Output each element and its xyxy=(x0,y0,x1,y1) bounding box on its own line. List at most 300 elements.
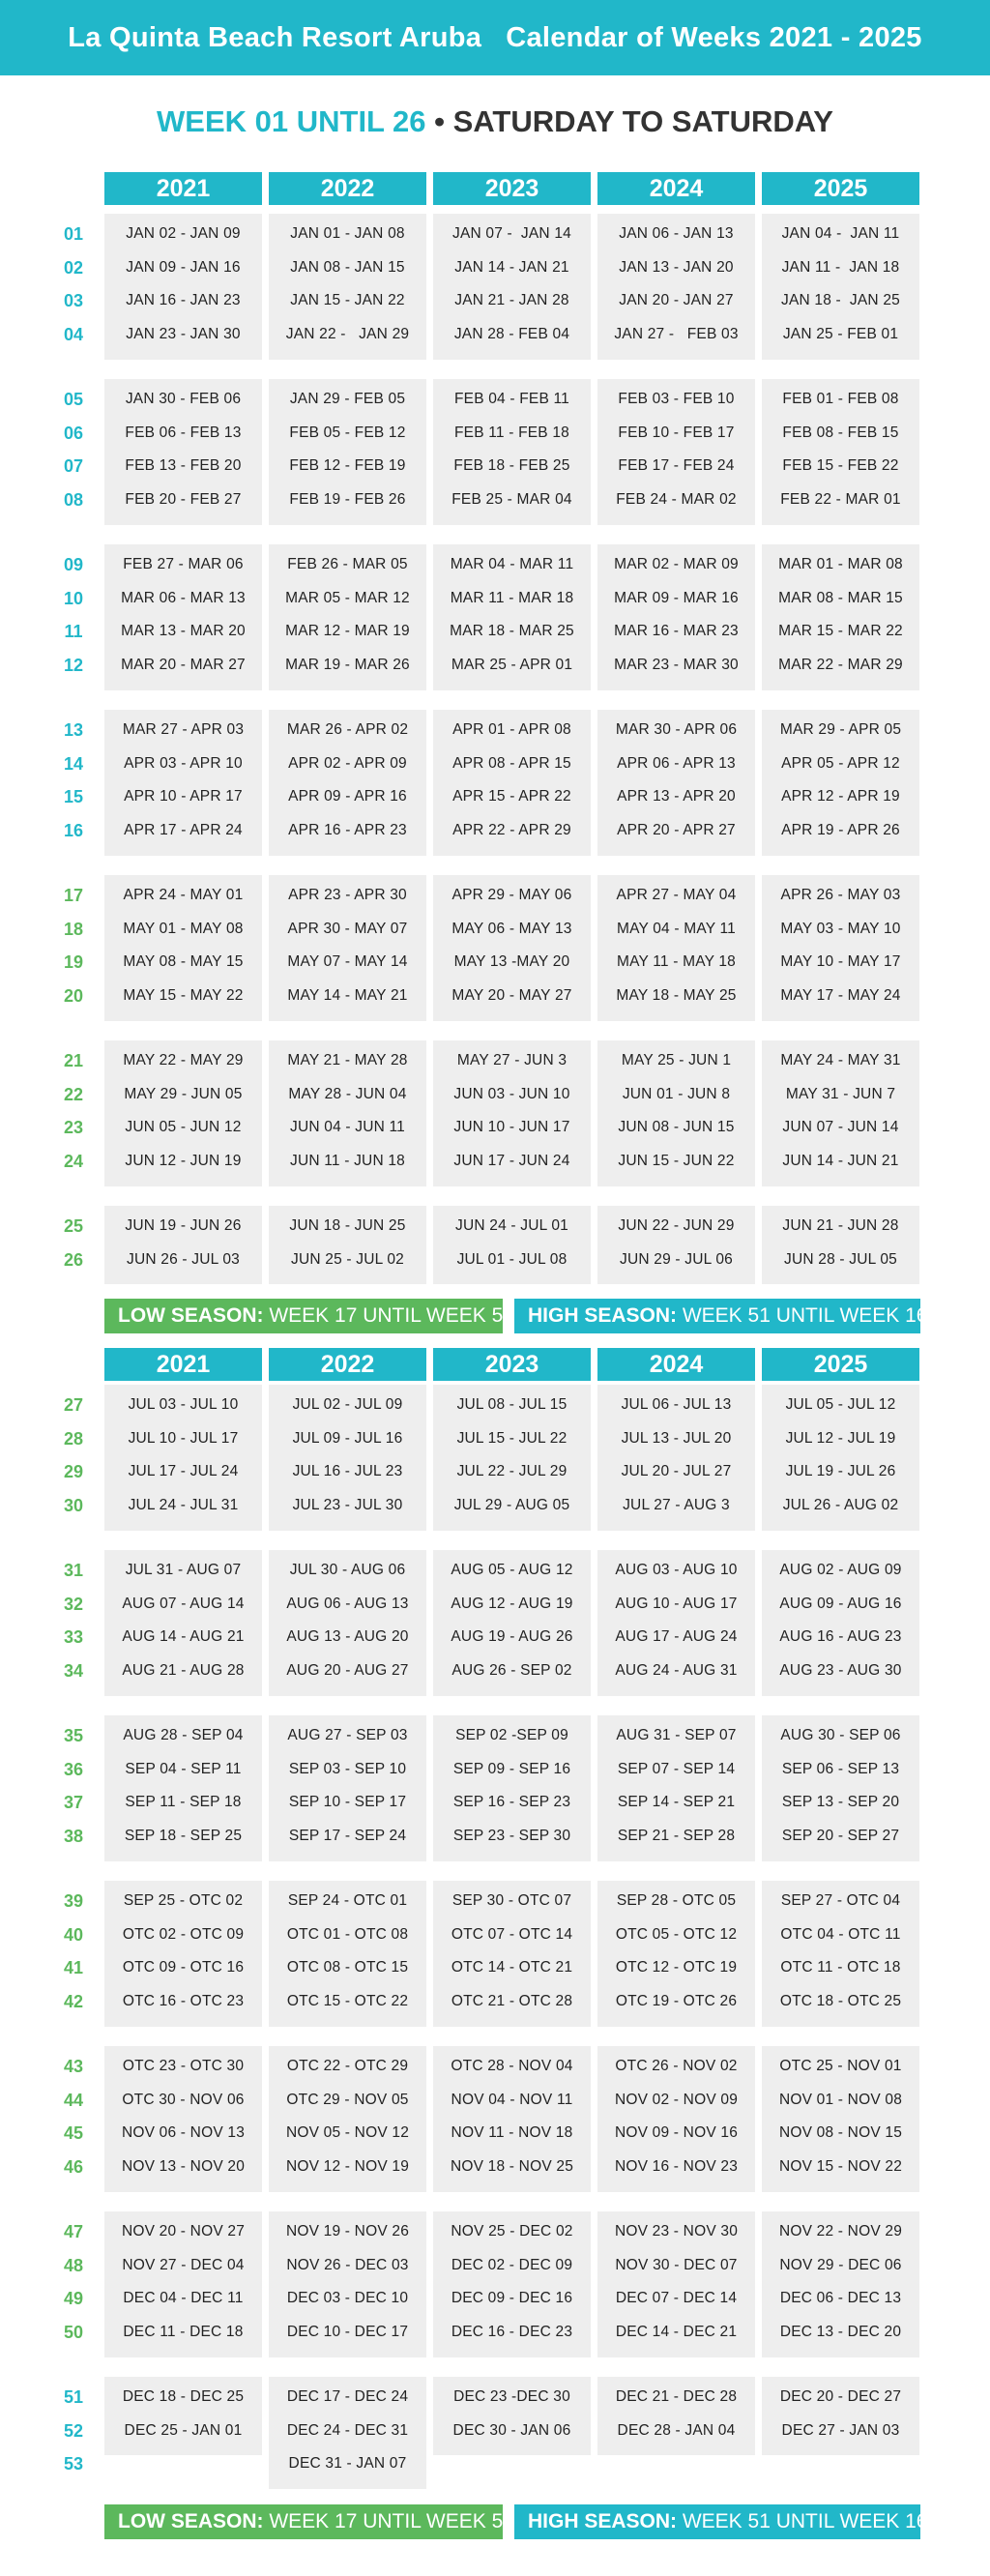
week-date-range: DEC 09 - DEC 16 xyxy=(451,2290,573,2307)
week-number: 09 xyxy=(63,555,84,574)
week-date-range: JUL 22 - JUL 29 xyxy=(456,1463,568,1480)
week-date-range: JAN 25 - FEB 01 xyxy=(782,326,899,343)
year-header-2023: 2023 xyxy=(433,1348,591,1381)
week-date-range: NOV 08 - NOV 15 xyxy=(778,2124,903,2142)
week-date-range: MAR 22 - MAR 29 xyxy=(778,657,903,674)
week-date-range: APR 15 - APR 22 xyxy=(452,788,571,805)
week-date-range: MAY 13 -MAY 20 xyxy=(453,953,570,971)
week-date-range: AUG 28 - SEP 04 xyxy=(123,1727,244,1743)
week-date-range: OTC 22 - OTC 29 xyxy=(286,2058,409,2074)
week-date-range: OTC 07 - OTC 14 xyxy=(451,1925,573,1943)
week-date-range: AUG 03 - AUG 10 xyxy=(615,1562,738,1578)
week-date-range: FEB 20 - FEB 27 xyxy=(125,491,242,509)
week-date-range: JUL 09 - JUL 16 xyxy=(292,1429,403,1447)
week-date-range: MAY 11 - MAY 18 xyxy=(616,953,737,971)
week-number: 12 xyxy=(63,656,84,676)
week-number: 42 xyxy=(63,1992,84,2012)
week-date-range: DEC 06 - DEC 13 xyxy=(779,2290,902,2307)
week-date-range: MAR 30 - APR 06 xyxy=(615,721,738,738)
week-date-range: DEC 11 - DEC 18 xyxy=(123,2324,244,2341)
week-date-range: MAY 21 - MAY 28 xyxy=(287,1052,408,1068)
week-date-range: AUG 05 - AUG 12 xyxy=(451,1562,573,1578)
week-date-range: JAN 15 - JAN 22 xyxy=(290,292,405,309)
week-number: 51 xyxy=(63,2387,84,2407)
week-date-range: DEC 03 - DEC 10 xyxy=(286,2290,409,2307)
week-date-range: APR 12 - APR 19 xyxy=(781,788,900,805)
week-date-range: APR 16 - APR 23 xyxy=(288,822,407,839)
week-date-range: APR 27 - MAY 04 xyxy=(616,887,737,903)
week-date-range: SEP 20 - SEP 27 xyxy=(781,1828,900,1845)
week-date-range: SEP 27 - OTC 04 xyxy=(780,1892,901,1909)
week-number: 21 xyxy=(63,1051,84,1070)
week-date-range: SEP 21 - SEP 28 xyxy=(617,1828,736,1845)
week-date-range: NOV 16 - NOV 23 xyxy=(614,2158,739,2176)
week-date-range: JUL 02 - JUL 09 xyxy=(292,1396,403,1413)
subtitle xyxy=(0,104,990,139)
week-date-range: MAR 12 - MAR 19 xyxy=(285,623,410,640)
week-number: 31 xyxy=(63,1561,84,1580)
week-date-range: JUL 10 - JUL 17 xyxy=(128,1429,239,1447)
week-date-range: JAN 08 - JAN 15 xyxy=(290,258,405,276)
week-number: 47 xyxy=(63,2222,84,2241)
week-date-range: FEB 08 - FEB 15 xyxy=(782,424,899,441)
week-date-range: JAN 20 - JAN 27 xyxy=(619,292,734,309)
week-date-range: NOV 23 - NOV 30 xyxy=(614,2223,739,2239)
week-date-range: FEB 04 - FEB 11 xyxy=(453,391,569,407)
week-date-range: JUN 05 - JUN 12 xyxy=(125,1119,242,1136)
week-date-range: NOV 20 - NOV 27 xyxy=(121,2223,246,2239)
week-date-range: DEC 14 - DEC 21 xyxy=(615,2324,738,2341)
week-date-range: JUL 08 - JUL 15 xyxy=(456,1396,568,1413)
week-date-range: OTC 09 - OTC 16 xyxy=(122,1959,245,1976)
week-number: 07 xyxy=(63,456,84,477)
week-date-range: JUN 29 - JUL 06 xyxy=(620,1250,733,1268)
week-date-range: JAN 18 - JAN 25 xyxy=(781,292,900,309)
week-date-range: APR 10 - APR 17 xyxy=(124,788,243,805)
week-date-range: DEC 28 - JAN 04 xyxy=(617,2421,736,2439)
week-date-range: DEC 24 - DEC 31 xyxy=(286,2421,409,2439)
week-date-range: NOV 12 - NOV 19 xyxy=(285,2158,410,2176)
week-date-range: FEB 15 - FEB 22 xyxy=(782,457,899,475)
week-date-range: OTC 02 - OTC 09 xyxy=(122,1925,245,1943)
week-date-range: APR 22 - APR 29 xyxy=(452,822,571,839)
high-season-label: HIGH SEASON: xyxy=(528,2510,678,2532)
year-header-2022: 2022 xyxy=(269,172,426,205)
subtitle-days: SATURDAY TO SATURDAY xyxy=(452,104,833,138)
week-date-range: APR 17 - APR 24 xyxy=(124,822,243,839)
year-header-2023: 2023 xyxy=(433,172,591,205)
week-date-range: JAN 06 - JAN 13 xyxy=(619,225,734,242)
week-date-range: JUL 01 - JUL 08 xyxy=(456,1250,568,1268)
week-date-range: OTC 29 - NOV 05 xyxy=(286,2091,409,2108)
week-date-range: DEC 04 - DEC 11 xyxy=(123,2290,244,2307)
week-number: 53 xyxy=(63,2454,84,2474)
week-date-range: AUG 12 - AUG 19 xyxy=(451,1595,573,1612)
week-date-range: JUL 29 - AUG 05 xyxy=(453,1497,570,1514)
week-date-range: OTC 11 - OTC 18 xyxy=(780,1959,901,1976)
week-date-range: MAY 06 - MAY 13 xyxy=(451,920,572,937)
week-number: 15 xyxy=(63,787,84,807)
week-date-range: DEC 20 - DEC 27 xyxy=(779,2388,902,2405)
week-date-range: JAN 23 - JAN 30 xyxy=(126,326,241,343)
week-date-range: JUN 25 - JUL 02 xyxy=(291,1250,404,1268)
week-date-range: JUL 06 - JUL 13 xyxy=(621,1396,732,1413)
week-date-range: AUG 16 - AUG 23 xyxy=(779,1628,902,1646)
week-date-range: NOV 18 - NOV 25 xyxy=(450,2158,574,2176)
week-date-range: JUN 28 - JUL 05 xyxy=(784,1250,897,1268)
week-number: 35 xyxy=(63,1726,84,1745)
week-date-range: JUN 19 - JUN 26 xyxy=(125,1217,242,1234)
week-date-range: DEC 21 - DEC 28 xyxy=(615,2388,738,2405)
week-date-range: JAN 28 - FEB 04 xyxy=(453,326,570,343)
week-date-range: MAY 15 - MAY 22 xyxy=(123,987,244,1005)
week-date-range: JUL 23 - JUL 30 xyxy=(292,1497,403,1514)
week-number: 27 xyxy=(63,1395,84,1415)
week-date-range: JUN 10 - JUN 17 xyxy=(453,1119,570,1136)
week-number: 49 xyxy=(63,2289,84,2309)
week-date-range: AUG 23 - AUG 30 xyxy=(779,1662,902,1680)
week-date-range: MAR 11 - MAR 18 xyxy=(450,589,574,606)
week-date-range: JAN 11 - JAN 18 xyxy=(781,258,900,276)
high-season-banner xyxy=(514,2504,928,2539)
week-date-range: JUL 16 - JUL 23 xyxy=(292,1463,403,1480)
week-date-range: APR 03 - APR 10 xyxy=(124,754,243,772)
week-date-range: MAR 18 - MAR 25 xyxy=(450,623,574,640)
year-header-2022: 2022 xyxy=(269,1348,426,1381)
low-season-banner xyxy=(104,1299,514,1333)
week-date-range: OTC 05 - OTC 12 xyxy=(615,1925,738,1943)
week-number: 40 xyxy=(63,1924,84,1945)
week-date-range: NOV 09 - NOV 16 xyxy=(614,2124,739,2142)
week-date-range: OTC 23 - OTC 30 xyxy=(122,2058,245,2074)
week-date-range: JUL 26 - AUG 02 xyxy=(782,1497,899,1514)
week-number: 44 xyxy=(63,2090,84,2110)
week-date-range: FEB 25 - MAR 04 xyxy=(451,491,572,509)
week-date-range: SEP 11 - SEP 18 xyxy=(125,1794,242,1811)
week-date-range: NOV 13 - NOV 20 xyxy=(121,2158,246,2176)
week-number: 04 xyxy=(63,325,84,345)
week-date-range: DEC 02 - DEC 09 xyxy=(451,2256,573,2273)
week-date-range: JUN 24 - JUL 01 xyxy=(455,1217,568,1234)
week-date-range: SEP 23 - SEP 30 xyxy=(452,1828,571,1845)
week-date-range: APR 26 - MAY 03 xyxy=(780,887,901,903)
week-number: 26 xyxy=(63,1249,84,1270)
week-date-range: AUG 19 - AUG 26 xyxy=(451,1628,573,1646)
week-date-range: OTC 14 - OTC 21 xyxy=(451,1959,573,1976)
week-date-range: JAN 02 - JAN 09 xyxy=(126,225,241,242)
week-date-range: OTC 26 - NOV 02 xyxy=(615,2058,738,2074)
week-number: 45 xyxy=(63,2123,84,2144)
week-date-range: APR 30 - MAY 07 xyxy=(287,920,408,937)
week-date-range: MAY 20 - MAY 27 xyxy=(451,987,572,1005)
week-date-range: OTC 08 - OTC 15 xyxy=(286,1959,409,1976)
week-date-range: NOV 04 - NOV 11 xyxy=(451,2091,573,2108)
week-number: 28 xyxy=(63,1428,84,1449)
week-date-range: SEP 10 - SEP 17 xyxy=(288,1794,407,1811)
week-date-range: DEC 30 - JAN 06 xyxy=(452,2421,571,2439)
week-date-range: JUN 11 - JUN 18 xyxy=(290,1153,405,1170)
week-date-range: OTC 30 - NOV 06 xyxy=(122,2091,245,2108)
week-date-range: JUN 18 - JUN 25 xyxy=(289,1217,406,1234)
week-date-range: MAY 25 - JUN 1 xyxy=(621,1052,732,1068)
week-number: 01 xyxy=(63,224,84,244)
week-date-range: JAN 16 - JAN 23 xyxy=(126,292,241,309)
week-date-range: MAR 13 - MAR 20 xyxy=(121,623,246,640)
week-date-range: AUG 06 - AUG 13 xyxy=(286,1595,409,1612)
week-date-range: MAR 19 - MAR 26 xyxy=(285,657,410,674)
high-season-text: WEEK 51 UNTIL WEEK 16 xyxy=(677,2510,928,2532)
year-header-2024: 2024 xyxy=(597,172,755,205)
week-date-range: MAY 29 - JUN 05 xyxy=(124,1085,243,1102)
week-number: 34 xyxy=(63,1661,84,1682)
low-season-text: WEEK 17 UNTIL WEEK 50 xyxy=(263,2510,514,2532)
week-number: 52 xyxy=(63,2420,84,2441)
week-date-range: DEC 25 - JAN 01 xyxy=(124,2421,243,2439)
week-date-range: FEB 01 - FEB 08 xyxy=(782,391,899,407)
year-header-2021: 2021 xyxy=(104,1348,262,1381)
week-date-range: JUL 24 - JUL 31 xyxy=(128,1497,239,1514)
week-date-range: MAR 20 - MAR 27 xyxy=(121,657,246,674)
week-date-range: JUN 22 - JUN 29 xyxy=(618,1217,735,1234)
week-date-range: AUG 13 - AUG 20 xyxy=(286,1628,409,1646)
week-date-range: JAN 21 - JAN 28 xyxy=(454,292,569,309)
week-date-range: DEC 13 - DEC 20 xyxy=(779,2324,902,2341)
week-date-range: DEC 27 - JAN 03 xyxy=(781,2421,900,2439)
week-date-range: APR 13 - APR 20 xyxy=(617,788,736,805)
week-date-range: APR 19 - APR 26 xyxy=(781,822,900,839)
week-date-range: MAY 08 - MAY 15 xyxy=(123,953,244,971)
week-date-range: JUL 19 - JUL 26 xyxy=(785,1463,896,1480)
week-date-range: OTC 21 - OTC 28 xyxy=(451,1993,573,2010)
week-date-range: FEB 22 - MAR 01 xyxy=(780,491,901,509)
week-date-range: SEP 06 - SEP 13 xyxy=(781,1760,900,1777)
week-date-range: APR 09 - APR 16 xyxy=(288,788,407,805)
week-date-range: FEB 12 - FEB 19 xyxy=(289,457,406,475)
week-number: 36 xyxy=(63,1759,84,1779)
week-date-range: AUG 26 - SEP 02 xyxy=(451,1662,572,1680)
week-number: 17 xyxy=(63,886,84,905)
week-date-range: JUL 17 - JUL 24 xyxy=(128,1463,239,1480)
week-number: 33 xyxy=(63,1627,84,1648)
week-date-range: JUL 03 - JUL 10 xyxy=(128,1396,239,1413)
week-date-range: MAY 22 - MAY 29 xyxy=(123,1052,244,1068)
week-date-range: MAY 03 - MAY 10 xyxy=(780,920,901,937)
low-season-text: WEEK 17 UNTIL WEEK 50 xyxy=(263,1304,514,1327)
week-date-range: SEP 25 - OTC 02 xyxy=(123,1892,244,1909)
year-header-2021: 2021 xyxy=(104,172,262,205)
week-number: 38 xyxy=(63,1827,84,1847)
week-date-range: NOV 01 - NOV 08 xyxy=(778,2091,903,2108)
week-date-range: JUN 03 - JUN 10 xyxy=(453,1085,570,1102)
week-date-range: DEC 07 - DEC 14 xyxy=(615,2290,738,2307)
week-date-range: JUN 14 - JUN 21 xyxy=(782,1153,899,1170)
week-date-range: SEP 03 - SEP 10 xyxy=(288,1760,407,1777)
week-date-range: JAN 04 - JAN 11 xyxy=(781,225,900,242)
week-date-range: APR 08 - APR 15 xyxy=(452,754,571,772)
week-date-range: JAN 22 - JAN 29 xyxy=(285,326,410,343)
week-date-range: MAY 28 - JUN 04 xyxy=(288,1085,407,1102)
week-number: 18 xyxy=(63,919,84,939)
week-date-range: SEP 18 - SEP 25 xyxy=(124,1828,243,1845)
week-date-range: JAN 29 - FEB 05 xyxy=(289,391,406,407)
week-date-range: MAY 04 - MAY 11 xyxy=(616,920,737,937)
week-date-range: MAR 09 - MAR 16 xyxy=(614,589,739,606)
week-number: 48 xyxy=(63,2255,84,2275)
week-date-range: DEC 23 -DEC 30 xyxy=(453,2388,570,2405)
week-date-range: FEB 19 - FEB 26 xyxy=(289,491,406,509)
week-date-range: OTC 25 - NOV 01 xyxy=(779,2058,902,2074)
week-date-range: APR 02 - APR 09 xyxy=(288,754,407,772)
week-date-range: NOV 19 - NOV 26 xyxy=(285,2223,410,2239)
low-season-label: LOW SEASON: xyxy=(118,1304,264,1327)
week-date-range: MAR 05 - MAR 12 xyxy=(285,589,410,606)
week-number: 06 xyxy=(63,423,84,443)
week-date-range: OTC 18 - OTC 25 xyxy=(779,1993,902,2010)
week-date-range: JUN 12 - JUN 19 xyxy=(125,1153,242,1170)
week-date-range: JUL 20 - JUL 27 xyxy=(621,1463,732,1480)
year-header-2024: 2024 xyxy=(597,1348,755,1381)
week-date-range: SEP 17 - SEP 24 xyxy=(288,1828,407,1845)
week-date-range: SEP 30 - OTC 07 xyxy=(451,1892,572,1909)
week-date-range: FEB 10 - FEB 17 xyxy=(618,424,735,441)
week-date-range: AUG 02 - AUG 09 xyxy=(779,1562,902,1578)
week-number: 19 xyxy=(63,952,84,973)
week-date-range: DEC 31 - JAN 07 xyxy=(288,2455,407,2473)
week-date-range: OTC 16 - OTC 23 xyxy=(122,1993,245,2010)
week-date-range: FEB 03 - FEB 10 xyxy=(618,391,735,407)
week-date-range: AUG 31 - SEP 07 xyxy=(616,1727,737,1743)
week-date-range: AUG 24 - AUG 31 xyxy=(615,1662,738,1680)
week-number: 02 xyxy=(63,257,84,278)
week-date-range: NOV 02 - NOV 09 xyxy=(614,2091,739,2108)
week-date-range: FEB 24 - MAR 02 xyxy=(616,491,737,509)
header-banner xyxy=(0,0,990,75)
year-header-2025: 2025 xyxy=(762,172,919,205)
week-date-range: SEP 02 -SEP 09 xyxy=(455,1727,568,1743)
week-date-range: AUG 10 - AUG 17 xyxy=(615,1595,738,1612)
week-number: 43 xyxy=(63,2057,84,2076)
week-date-range: MAR 02 - MAR 09 xyxy=(614,556,739,572)
week-number: 37 xyxy=(63,1793,84,1813)
week-date-range: FEB 05 - FEB 12 xyxy=(289,424,406,441)
week-date-range: JUN 04 - JUN 11 xyxy=(290,1119,405,1136)
week-date-range: AUG 07 - AUG 14 xyxy=(122,1595,245,1612)
week-number: 46 xyxy=(63,2157,84,2178)
week-date-range: MAR 27 - APR 03 xyxy=(122,721,245,738)
week-date-range: FEB 11 - FEB 18 xyxy=(453,424,569,441)
week-date-range: NOV 06 - NOV 13 xyxy=(121,2124,246,2142)
week-date-range: JUL 27 - AUG 3 xyxy=(623,1497,730,1514)
week-date-range: JAN 14 - JAN 21 xyxy=(454,258,569,276)
week-date-range: OTC 28 - NOV 04 xyxy=(451,2058,573,2074)
week-date-range: APR 29 - MAY 06 xyxy=(451,887,572,903)
week-date-range: SEP 07 - SEP 14 xyxy=(617,1760,736,1777)
week-date-range: JUL 12 - JUL 19 xyxy=(785,1429,896,1447)
week-date-range: APR 05 - APR 12 xyxy=(781,754,900,772)
subtitle-bullet: • xyxy=(425,104,453,138)
week-date-range: OTC 19 - OTC 26 xyxy=(615,1993,738,2010)
week-date-range: FEB 26 - MAR 05 xyxy=(287,556,408,572)
week-number: 16 xyxy=(63,821,84,841)
week-number: 22 xyxy=(63,1084,84,1104)
week-date-range: JUL 15 - JUL 22 xyxy=(456,1429,568,1447)
week-date-range: SEP 16 - SEP 23 xyxy=(452,1794,571,1811)
year-header-2025: 2025 xyxy=(762,1348,919,1381)
week-date-range: MAR 23 - MAR 30 xyxy=(614,657,739,674)
week-date-range: NOV 30 - DEC 07 xyxy=(615,2256,738,2273)
week-date-range: JUL 31 - AUG 07 xyxy=(125,1562,242,1578)
week-number: 20 xyxy=(63,986,84,1007)
week-number: 39 xyxy=(63,1891,84,1911)
week-date-range: JAN 13 - JAN 20 xyxy=(619,258,734,276)
week-number: 41 xyxy=(63,1958,84,1978)
week-date-range: MAY 01 - MAY 08 xyxy=(123,920,244,937)
week-date-range: JUN 15 - JUN 22 xyxy=(618,1153,735,1170)
week-number: 08 xyxy=(63,490,84,511)
week-date-range: MAY 07 - MAY 14 xyxy=(287,953,408,971)
week-date-range: NOV 05 - NOV 12 xyxy=(285,2124,410,2142)
week-number: 11 xyxy=(64,622,83,642)
week-date-range: SEP 04 - SEP 11 xyxy=(125,1760,242,1777)
week-date-range: JAN 07 - JAN 14 xyxy=(452,225,571,242)
week-date-range: MAY 27 - JUN 3 xyxy=(456,1052,568,1068)
week-number: 13 xyxy=(63,720,84,740)
week-date-range: JUN 01 - JUN 8 xyxy=(622,1085,731,1102)
week-date-range: JUN 17 - JUN 24 xyxy=(453,1153,570,1170)
week-date-range: FEB 13 - FEB 20 xyxy=(125,457,242,475)
week-date-range: JUL 13 - JUL 20 xyxy=(621,1429,732,1447)
week-date-range: APR 06 - APR 13 xyxy=(617,754,736,772)
week-date-range: MAR 26 - APR 02 xyxy=(286,721,409,738)
week-date-range: SEP 09 - SEP 16 xyxy=(452,1760,571,1777)
week-date-range: FEB 17 - FEB 24 xyxy=(618,457,735,475)
low-season-banner xyxy=(104,2504,514,2539)
week-number: 30 xyxy=(63,1496,84,1516)
week-date-range: MAR 16 - MAR 23 xyxy=(614,623,739,640)
week-date-range: JUN 08 - JUN 15 xyxy=(618,1119,735,1136)
week-date-range: SEP 24 - OTC 01 xyxy=(287,1892,408,1909)
week-date-range: MAR 06 - MAR 13 xyxy=(121,589,246,606)
week-date-range: SEP 13 - SEP 20 xyxy=(781,1794,900,1811)
week-date-range: APR 24 - MAY 01 xyxy=(123,887,244,903)
week-date-range: AUG 14 - AUG 21 xyxy=(122,1628,245,1646)
high-season-label: HIGH SEASON: xyxy=(528,1304,678,1327)
week-date-range: MAY 14 - MAY 21 xyxy=(287,987,408,1005)
week-date-range: MAR 04 - MAR 11 xyxy=(450,556,574,572)
high-season-text: WEEK 51 UNTIL WEEK 16 xyxy=(677,1304,928,1327)
week-date-range: MAY 24 - MAY 31 xyxy=(780,1052,901,1068)
week-date-range: OTC 04 - OTC 11 xyxy=(780,1925,901,1943)
week-date-range: APR 01 - APR 08 xyxy=(452,721,571,738)
week-date-range: SEP 14 - SEP 21 xyxy=(617,1794,736,1811)
week-number: 50 xyxy=(63,2323,84,2343)
week-date-range: MAY 10 - MAY 17 xyxy=(780,953,901,971)
week-date-range: DEC 18 - DEC 25 xyxy=(122,2388,245,2405)
week-date-range: JUN 07 - JUN 14 xyxy=(782,1119,899,1136)
subtitle-weeks: WEEK 01 UNTIL 26 xyxy=(157,104,426,138)
week-number: 03 xyxy=(63,291,84,311)
week-date-range: OTC 12 - OTC 19 xyxy=(615,1959,738,1976)
week-number: 23 xyxy=(63,1118,84,1138)
week-date-range: AUG 27 - SEP 03 xyxy=(287,1727,408,1743)
week-date-range: OTC 15 - OTC 22 xyxy=(286,1993,409,2010)
high-season-banner xyxy=(514,1299,928,1333)
week-date-range: AUG 30 - SEP 06 xyxy=(780,1727,901,1743)
week-date-range: JUN 26 - JUL 03 xyxy=(127,1250,240,1268)
week-date-range: NOV 29 - DEC 06 xyxy=(779,2256,902,2273)
week-date-range: AUG 09 - AUG 16 xyxy=(779,1595,902,1612)
week-date-range: NOV 27 - DEC 04 xyxy=(122,2256,245,2273)
